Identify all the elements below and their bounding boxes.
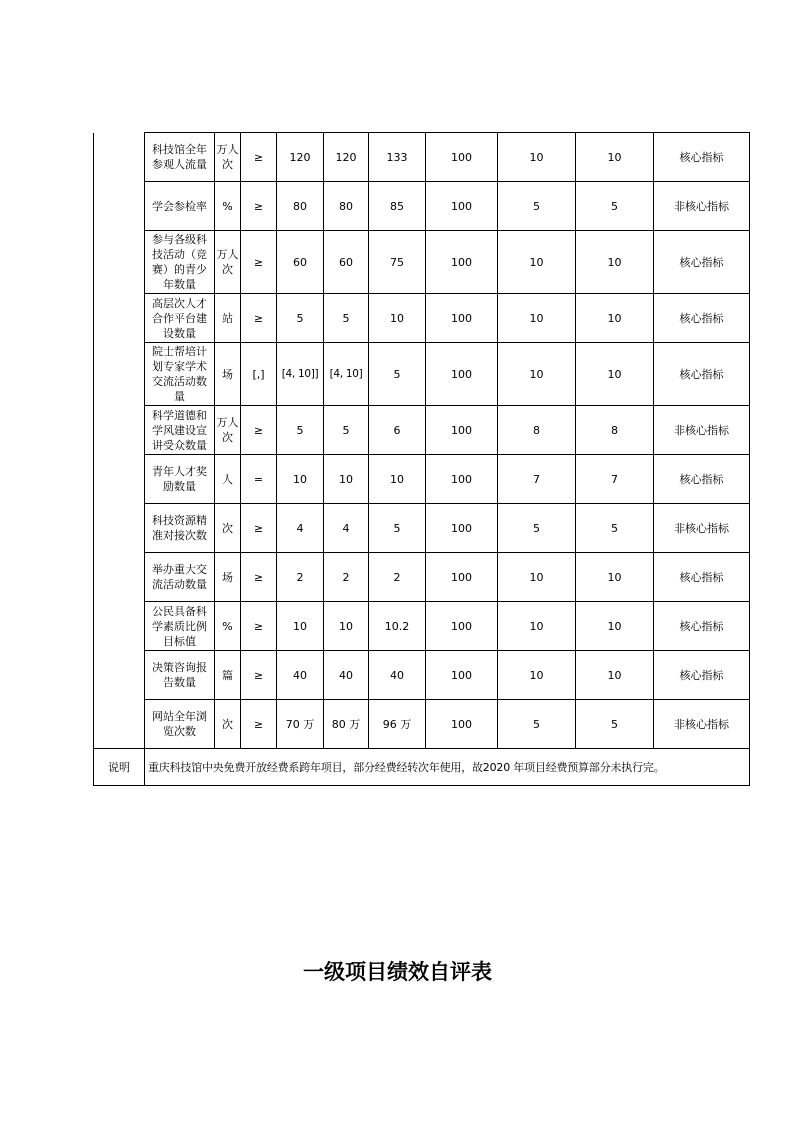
table-row xyxy=(94,406,750,455)
actual-value: 85 xyxy=(369,182,426,231)
indicator-unit: % xyxy=(215,602,241,651)
performance-table-container xyxy=(93,132,729,786)
indicator-unit: 万人次 xyxy=(215,406,241,455)
weight-score: 7 xyxy=(498,455,576,504)
indicator-type: 核心指标 xyxy=(654,651,750,700)
table-row xyxy=(94,700,750,749)
completion-rate: 100 xyxy=(426,343,498,406)
annual-target: 70 万 xyxy=(277,700,324,749)
indicator-name: 科技资源精准对接次数 xyxy=(145,504,215,553)
actual-value: 40 xyxy=(369,651,426,700)
planned-value: 40 xyxy=(324,651,369,700)
annual-target: 80 xyxy=(277,182,324,231)
completion-rate: 100 xyxy=(426,651,498,700)
annual-target: 60 xyxy=(277,231,324,294)
earned-score: 7 xyxy=(576,455,654,504)
note-text: 重庆科技馆中央免费开放经费系跨年项目，部分经费经转次年使用，故2020 年项目经费预算部分未执行完。 xyxy=(145,749,750,786)
earned-score: 10 xyxy=(576,553,654,602)
annual-target: 10 xyxy=(277,602,324,651)
weight-score: 5 xyxy=(498,700,576,749)
indicator-type: 核心指标 xyxy=(654,602,750,651)
weight-score: 10 xyxy=(498,343,576,406)
completion-rate: 100 xyxy=(426,602,498,651)
indicator-unit: 场 xyxy=(215,343,241,406)
comparison-operator: ≥ xyxy=(241,700,277,749)
table-row xyxy=(94,294,750,343)
planned-value: 60 xyxy=(324,231,369,294)
indicator-unit: 万人次 xyxy=(215,231,241,294)
comparison-operator: ≥ xyxy=(241,602,277,651)
actual-value: 10.2 xyxy=(369,602,426,651)
indicator-name: 举办重大交流活动数量 xyxy=(145,553,215,602)
comparison-operator: ≥ xyxy=(241,231,277,294)
comparison-operator: ≥ xyxy=(241,133,277,182)
earned-score: 10 xyxy=(576,343,654,406)
completion-rate: 100 xyxy=(426,231,498,294)
indicator-unit: 万人次 xyxy=(215,133,241,182)
planned-value: 4 xyxy=(324,504,369,553)
indicator-unit: 次 xyxy=(215,504,241,553)
actual-value: 2 xyxy=(369,553,426,602)
indicator-type: 非核心指标 xyxy=(654,406,750,455)
weight-score: 10 xyxy=(498,553,576,602)
indicator-type: 非核心指标 xyxy=(654,700,750,749)
completion-rate: 100 xyxy=(426,133,498,182)
table-row xyxy=(94,231,750,294)
planned-value: 80 xyxy=(324,182,369,231)
table-row xyxy=(94,553,750,602)
indicator-name: 青年人才奖励数量 xyxy=(145,455,215,504)
indicator-type: 核心指标 xyxy=(654,343,750,406)
actual-value: 96 万 xyxy=(369,700,426,749)
planned-value: [4, 10] xyxy=(324,343,369,406)
indicator-unit: 场 xyxy=(215,553,241,602)
earned-score: 5 xyxy=(576,182,654,231)
indicator-name: 参与各级科技活动（竞赛）的青少年数量 xyxy=(145,231,215,294)
indicator-type: 核心指标 xyxy=(654,294,750,343)
planned-value: 5 xyxy=(324,406,369,455)
indicator-name: 科技馆全年参观人流量 xyxy=(145,133,215,182)
planned-value: 10 xyxy=(324,455,369,504)
earned-score: 10 xyxy=(576,231,654,294)
annual-target: 5 xyxy=(277,294,324,343)
completion-rate: 100 xyxy=(426,406,498,455)
annual-target: 10 xyxy=(277,455,324,504)
indicator-name: 学会参检率 xyxy=(145,182,215,231)
comparison-operator: ≥ xyxy=(241,651,277,700)
completion-rate: 100 xyxy=(426,700,498,749)
indicator-type: 核心指标 xyxy=(654,133,750,182)
indicator-type: 核心指标 xyxy=(654,455,750,504)
planned-value: 10 xyxy=(324,602,369,651)
page-title: 一级项目绩效自评表 xyxy=(303,959,492,984)
table-row xyxy=(94,504,750,553)
indicator-name: 院士帮培计划专家学术交流活动数量 xyxy=(145,343,215,406)
planned-value: 120 xyxy=(324,133,369,182)
table-row xyxy=(94,455,750,504)
earned-score: 8 xyxy=(576,406,654,455)
earned-score: 5 xyxy=(576,504,654,553)
actual-value: 5 xyxy=(369,343,426,406)
indicator-name: 高层次人才合作平台建设数量 xyxy=(145,294,215,343)
planned-value: 5 xyxy=(324,294,369,343)
completion-rate: 100 xyxy=(426,553,498,602)
completion-rate: 100 xyxy=(426,455,498,504)
table-row xyxy=(94,343,750,406)
annual-target: 5 xyxy=(277,406,324,455)
actual-value: 6 xyxy=(369,406,426,455)
earned-score: 10 xyxy=(576,294,654,343)
weight-score: 10 xyxy=(498,651,576,700)
weight-score: 5 xyxy=(498,182,576,231)
indicator-name: 科学道德和学风建设宣讲受众数量 xyxy=(145,406,215,455)
earned-score: 10 xyxy=(576,133,654,182)
indicator-group-cell xyxy=(94,133,145,749)
comparison-operator: ≥ xyxy=(241,182,277,231)
planned-value: 2 xyxy=(324,553,369,602)
table-row xyxy=(94,133,750,182)
indicator-type: 核心指标 xyxy=(654,231,750,294)
earned-score: 10 xyxy=(576,602,654,651)
planned-value: 80 万 xyxy=(324,700,369,749)
table-row xyxy=(94,602,750,651)
earned-score: 10 xyxy=(576,651,654,700)
weight-score: 5 xyxy=(498,504,576,553)
annual-target: 2 xyxy=(277,553,324,602)
actual-value: 75 xyxy=(369,231,426,294)
comparison-operator: ≥ xyxy=(241,294,277,343)
completion-rate: 100 xyxy=(426,182,498,231)
weight-score: 10 xyxy=(498,231,576,294)
performance-indicator-table xyxy=(93,132,750,786)
annual-target: 40 xyxy=(277,651,324,700)
annual-target: [4, 10]] xyxy=(277,343,324,406)
comparison-operator: = xyxy=(241,455,277,504)
indicator-type: 非核心指标 xyxy=(654,504,750,553)
comparison-operator: ≥ xyxy=(241,406,277,455)
indicator-unit: 站 xyxy=(215,294,241,343)
weight-score: 10 xyxy=(498,602,576,651)
actual-value: 5 xyxy=(369,504,426,553)
comparison-operator: [,] xyxy=(241,343,277,406)
indicator-unit: % xyxy=(215,182,241,231)
indicator-unit: 人 xyxy=(215,455,241,504)
indicator-unit: 次 xyxy=(215,700,241,749)
annual-target: 4 xyxy=(277,504,324,553)
table-row xyxy=(94,182,750,231)
weight-score: 10 xyxy=(498,294,576,343)
weight-score: 10 xyxy=(498,133,576,182)
indicator-type: 核心指标 xyxy=(654,553,750,602)
actual-value: 133 xyxy=(369,133,426,182)
annual-target: 120 xyxy=(277,133,324,182)
completion-rate: 100 xyxy=(426,504,498,553)
weight-score: 8 xyxy=(498,406,576,455)
indicator-name: 公民具备科学素质比例目标值 xyxy=(145,602,215,651)
completion-rate: 100 xyxy=(426,294,498,343)
actual-value: 10 xyxy=(369,294,426,343)
actual-value: 10 xyxy=(369,455,426,504)
table-row xyxy=(94,651,750,700)
indicator-type: 非核心指标 xyxy=(654,182,750,231)
indicator-unit: 篇 xyxy=(215,651,241,700)
note-label: 说明 xyxy=(94,749,145,786)
comparison-operator: ≥ xyxy=(241,553,277,602)
note-row xyxy=(94,749,750,786)
comparison-operator: ≥ xyxy=(241,504,277,553)
indicator-name: 网站全年浏览次数 xyxy=(145,700,215,749)
earned-score: 5 xyxy=(576,700,654,749)
indicator-name: 决策咨询报告数量 xyxy=(145,651,215,700)
